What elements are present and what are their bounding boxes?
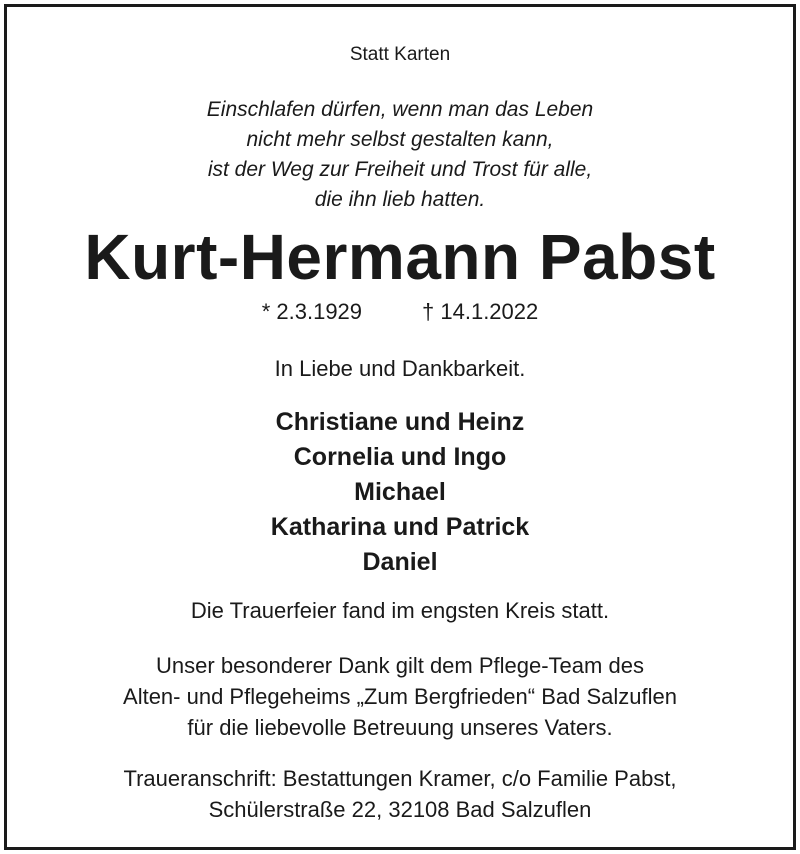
mourning-address — [7, 763, 793, 825]
life-dates — [7, 299, 793, 325]
family-member: Michael — [354, 478, 446, 506]
poem-line: nicht mehr selbst gestalten kann, — [246, 128, 554, 151]
ceremony-note: Die Trauerfeier fand im engsten Kreis statt. — [190, 598, 610, 623]
poem — [7, 95, 793, 215]
thanks-line: Alten- und Pflegeheims „Zum Bergfrieden“ Bad Salzuflen — [123, 684, 677, 709]
address-line: Schülerstraße 22, 32108 Bad Salzuflen — [208, 797, 592, 822]
thanks-note — [7, 650, 793, 743]
obituary-frame — [4, 4, 796, 850]
family-member: Cornelia und Ingo — [293, 443, 507, 471]
poem-line: die ihn lieb hatten. — [314, 188, 486, 211]
death-date: † 14.1.2022 — [422, 299, 539, 324]
thanks-line: für die liebevolle Betreuung unseres Vaters. — [187, 715, 613, 740]
deceased-name: Kurt-Hermann Pabst — [84, 221, 716, 293]
family-member: Katharina und Patrick — [270, 513, 530, 541]
address-line: Traueranschrift: Bestattungen Kramer, c/o Familie Pabst, — [123, 766, 677, 791]
love-line: In Liebe und Dankbarkeit. — [274, 356, 526, 381]
thanks-line: Unser besonderer Dank gilt dem Pflege-Team des — [156, 653, 644, 678]
poem-line: ist der Weg zur Freiheit und Trost für alle, — [207, 158, 593, 181]
poem-line: Einschlafen dürfen, wenn man das Leben — [206, 98, 594, 121]
birth-date: * 2.3.1929 — [261, 299, 363, 324]
header-text: Statt Karten — [349, 44, 451, 65]
family-list — [7, 405, 793, 580]
family-member: Daniel — [362, 548, 438, 576]
obituary-content — [7, 7, 793, 847]
family-member: Christiane und Heinz — [275, 408, 525, 436]
